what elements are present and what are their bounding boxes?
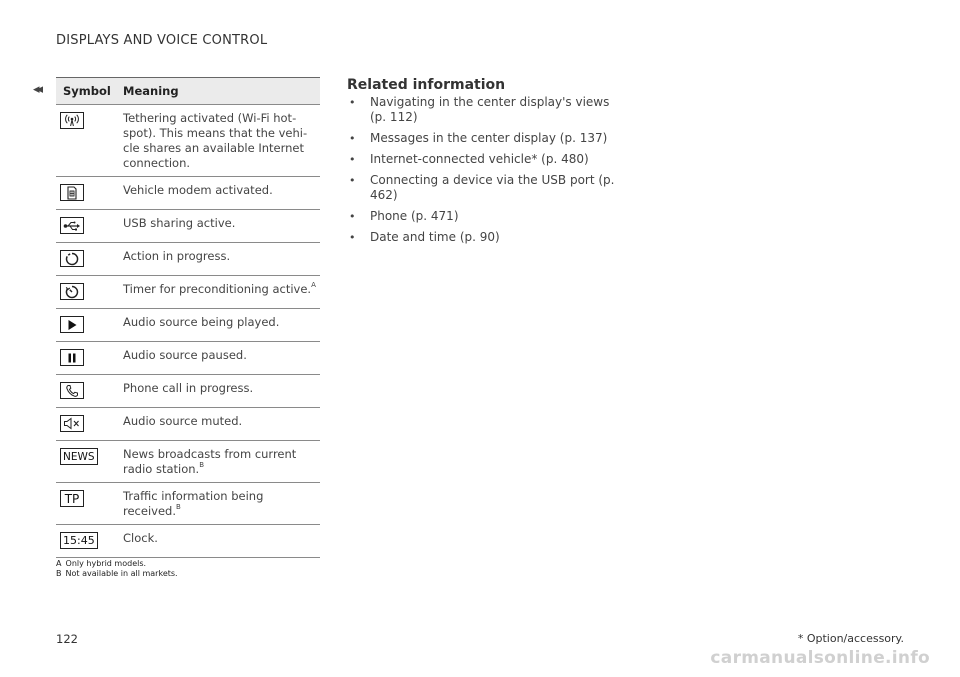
footnote-ref: A [311,281,316,289]
bullet: • [349,153,356,166]
meaning-text: News broadcasts from current radio station. [123,447,297,476]
news-icon: NEWS [60,448,98,465]
page-number: 122 [56,632,78,646]
bullet: • [349,174,356,187]
table-row [56,177,320,210]
continued-marker: ◂◂ [33,82,41,97]
bullet: • [349,96,356,109]
phone-icon [60,382,84,399]
related-information [347,77,617,251]
footnote-key: B [56,569,62,578]
table-row [56,243,320,276]
meaning-text: Timer for preconditioning active. [123,282,312,296]
footnote-ref: B [199,461,205,469]
related-link-text: Internet-connected vehicle* (p. 480) [370,152,589,166]
meaning-text: Audio source muted. [123,414,243,428]
table-row [56,105,320,177]
meaning-text: Action in progress. [123,249,231,263]
bullet: • [349,231,356,244]
footnote-text: Not available in all markets. [65,569,178,578]
footnote-text: Only hybrid models. [65,559,147,568]
footnote-a [56,559,146,568]
table-header [56,78,320,105]
meaning-text: Phone call in progress. [123,381,254,395]
pause-icon [60,349,84,366]
table-row [56,483,320,525]
related-link-text: Date and time (p. 90) [370,230,500,244]
meaning-text: Audio source paused. [123,348,247,362]
progress-circle-icon [60,250,84,267]
traffic-program-icon: TP [60,490,84,507]
page-header-title: DISPLAYS AND VOICE CONTROL [56,33,268,48]
related-link[interactable] [347,173,617,203]
meaning-text: Tethering activated (Wi-Fi hot-spot). This means that the vehi-cle shares an available Internet connection. [123,111,308,170]
meaning-text: Vehicle modem activated. [123,183,273,197]
table-row [56,342,320,375]
related-link[interactable] [347,209,617,224]
meaning-text: Audio source being played. [123,315,280,329]
related-title: Related information [347,77,506,93]
bullet: • [349,210,356,223]
timer-icon [60,283,84,300]
table-row [56,276,320,309]
footnote-b [56,569,178,578]
related-link[interactable] [347,131,617,146]
table-row [56,525,320,558]
play-icon [60,316,84,333]
option-accessory-note: * Option/accessory. [797,632,904,645]
clock-icon: 15:45 [60,532,98,549]
col-meaning-header: Meaning [123,84,179,98]
related-link-text: Messages in the center display (p. 137) [370,131,608,145]
footnote-key: A [56,559,62,568]
table-row [56,309,320,342]
meaning-text: USB sharing active. [123,216,236,230]
wifi-hotspot-icon [60,112,84,129]
table-row [56,210,320,243]
table-row [56,441,320,483]
meaning-text: Clock. [123,531,158,545]
meaning-text: Traffic information being received. [123,489,264,518]
symbol-table [56,77,320,558]
related-link[interactable] [347,230,617,245]
watermark: carmanualsonline.info [710,648,930,668]
mute-icon [60,415,84,432]
related-link-text: Phone (p. 471) [370,209,459,223]
usb-icon [60,217,84,234]
related-link-text: Connecting a device via the USB port (p. 462) [370,173,615,202]
bullet: • [349,132,356,145]
col-symbol-header: Symbol [63,84,111,98]
table-row [56,408,320,441]
related-list [347,95,617,245]
sim-modem-icon [60,184,84,201]
footnote-ref: B [175,503,181,511]
related-link-text: Navigating in the center display's views (p. 112) [370,95,610,124]
related-link[interactable] [347,95,617,125]
table-row [56,375,320,408]
related-link[interactable] [347,152,617,167]
